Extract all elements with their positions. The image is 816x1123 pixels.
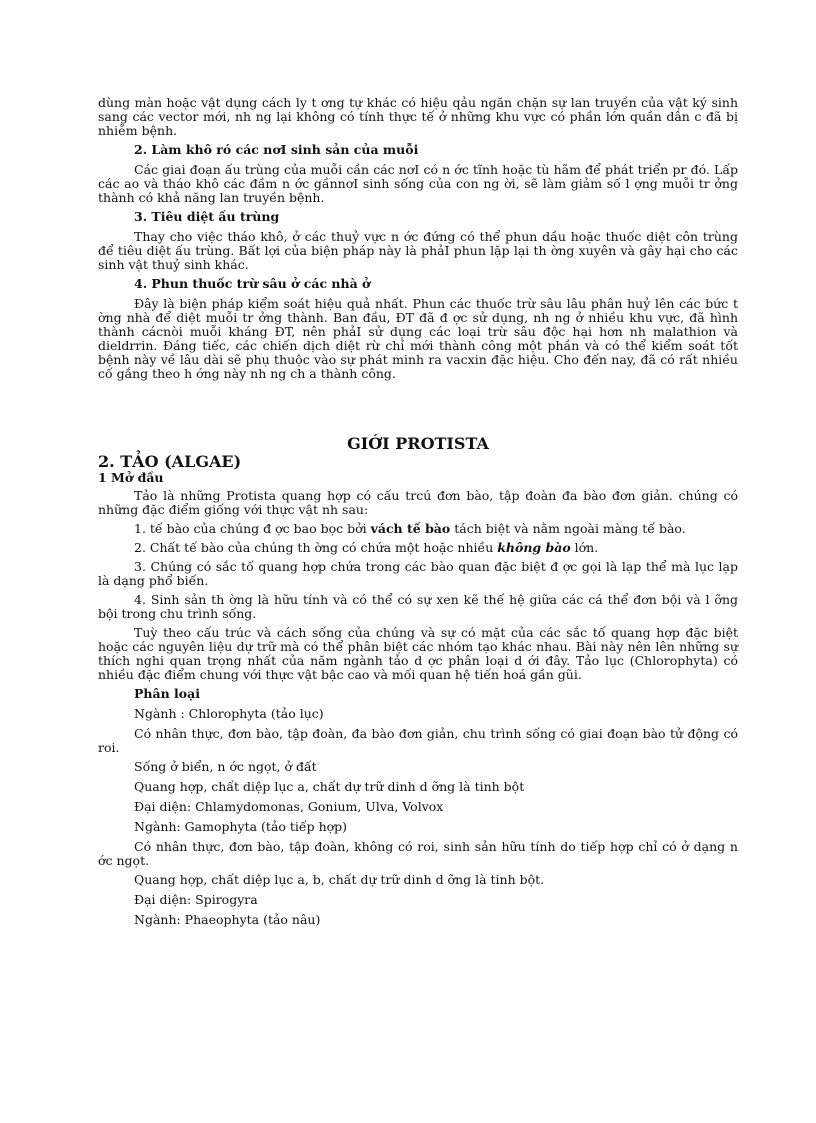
gamophyta-representatives: Đại diện: Spirogyra xyxy=(134,892,258,907)
list-item-1 xyxy=(98,522,738,536)
list-item-2 xyxy=(98,541,738,555)
gamophyta-description: Có nhân thực, đơn bào, tập đoàn, không có roi, sinh sản hữu tính do tiếp hợp chỉ có ở dạng n ớc ngọt. xyxy=(98,839,738,868)
paragraph-drain-breeding-sites: Các giai đoạn ấu trùng của muỗi cần các nơI có n ớc tĩnh hoặc tù hãm để phát triển pr đó. Lấp các ao và tháo khô các đầm n ớc gầnnơI sinh sống của con ng ời, sẽ làm giảm số l ợng muỗi tr ởng thành có khả năng lan truyền bệnh. xyxy=(98,162,738,205)
list-item-1-tail: tách biệt và nằm ngoài màng tế bào. xyxy=(450,521,686,536)
cell-wall-term: vách tế bào xyxy=(370,521,451,536)
phylum-gamophyta: Ngành: Gamophyta (tảo tiếp hợp) xyxy=(134,819,348,834)
paragraph-kill-larvae: Thay cho việc tháo khô, ở các thuỷ vực n ớc đứng có thể phun dầu hoặc thuốc diệt côn trùng để tiêu diệt ấu trùng. Bất lợi của biện pháp này là phảI phun lặp lại th ờng xuyên và gây hại cho các sinh vật thuỷ sinh khác. xyxy=(98,229,738,272)
heading-kill-larvae: 3. Tiêu diệt ấu trùng xyxy=(134,209,280,224)
chlorophyta-habitat: Sống ở biển, n ớc ngọt, ở đất xyxy=(134,759,317,774)
algae-heading: 2. TẢO (ALGAE) xyxy=(98,452,242,471)
section-title: GIỚI PROTISTA xyxy=(347,434,489,453)
heading-spray-insecticide: 4. Phun thuốc trừ sâu ở các nhà ở xyxy=(134,276,371,291)
phylum-phaeophyta: Ngành: Phaeophyta (tảo nâu) xyxy=(134,912,321,927)
phylum-chlorophyta: Ngành : Chlorophyta (tảo lục) xyxy=(134,706,324,721)
chlorophyta-photosynthesis: Quang hợp, chất diệp lục a, chất dự trữ dinh d ỡng là tinh bột xyxy=(134,779,525,794)
list-item-1-text: 1. tế bào của chúng đ ợc bao bọc bởi xyxy=(134,521,371,536)
classification-heading: Phân loại xyxy=(134,686,200,701)
list-item-2-text: 2. Chất tế bào của chúng th ờng có chứa một hoặc nhiều xyxy=(134,540,498,555)
list-item-4: 4. Sinh sản th ờng là hữu tính và có thể có sự xen kẽ thế hệ giữa các cá thể đơn bội và l ỡng bội trong chu trình sống. xyxy=(98,592,738,621)
chlorophyta-representatives: Đại diện: Chlamydomonas, Gonium, Ulva, Volvox xyxy=(134,799,444,814)
chlorophyta-description: Có nhân thực, đơn bào, tập đoàn, đa bào đơn giản, chu trình sống có giai đoạn bào tử động có roi. xyxy=(98,726,738,755)
intro-paragraph: dùng màn hoặc vật dụng cách ly t ơng tự khác có hiệu qảu ngăn chặn sự lan truyền của vật ký sinh sang các vector mới, nh ng lại không có tính thực tế ở những khu vực có phần lớn quần dân c đã bị nhiễm bệnh. xyxy=(98,95,738,138)
heading-drain-breeding-sites: 2. Làm khô ró các nơI sinh sản của muỗi xyxy=(134,142,419,157)
vacuole-term: không bào xyxy=(497,540,571,555)
paragraph-spray-insecticide: Đây là biện pháp kiểm soát hiệu quả nhất. Phun các thuốc trừ sâu lâu phân huỷ lên các bức t ờng nhà để diệt muỗi tr ởng thành. Ban đầu, ĐT đã đ ợc sử dụng, nh ng ở nhiều khu vực, đã hình thành cácnòi muỗi kháng ĐT, nên phảI sử dụng các loại trừ sâu độc hại hơn nh malathion và dieldrrin. Đáng tiếc, các chiến dịch diệt rừ chỉ mới thành công một phần và có thể kiểm soát tốt bệnh này về lâu dài sẽ phụ thuộc vào sự phát minh ra vacxin đặc hiệu. Cho đến nay, đã có rất nhiều cố gắng theo h ớng này nh ng ch a thành công. xyxy=(98,296,738,381)
list-item-2-tail: lớn. xyxy=(570,540,599,555)
document-page xyxy=(98,96,738,933)
algae-intro-paragraph: Tảo là những Protista quang hợp có cấu trcú đơn bào, tập đoàn đa bào đơn giản. chúng có những đặc điểm giống với thực vật nh sau: xyxy=(98,488,738,517)
list-item-3: 3. Chúng có sắc tố quang hợp chứa trong các bào quan đặc biệt đ ợc gọi là lạp thể mà lục lạp là dạng phổ biến. xyxy=(98,559,738,588)
gamophyta-photosynthesis: Quang hợp, chất diệp lục a, b, chất dự trữ dinh d ỡng là tinh bột. xyxy=(134,872,545,887)
classification-paragraph: Tuỳ theo cấu trúc và cách sống của chúng và sự có mặt của các sắc tố quang hợp đặc biệt hoặc các nguyên liệu dự trữ mà có thể phân biệt các nhóm tạo khác nhau. Bài này nên lên những sự thích nghi quan trọng nhất của năm ngành tảo d ợc phân loại d ới đây. Tảo lục (Chlorophyta) có nhiều đặc điểm chung với thực vật bậc cao và mối quan hệ tiến hoá gần gũi. xyxy=(98,625,738,682)
intro-subheading: 1 Mở đầu xyxy=(98,470,164,485)
